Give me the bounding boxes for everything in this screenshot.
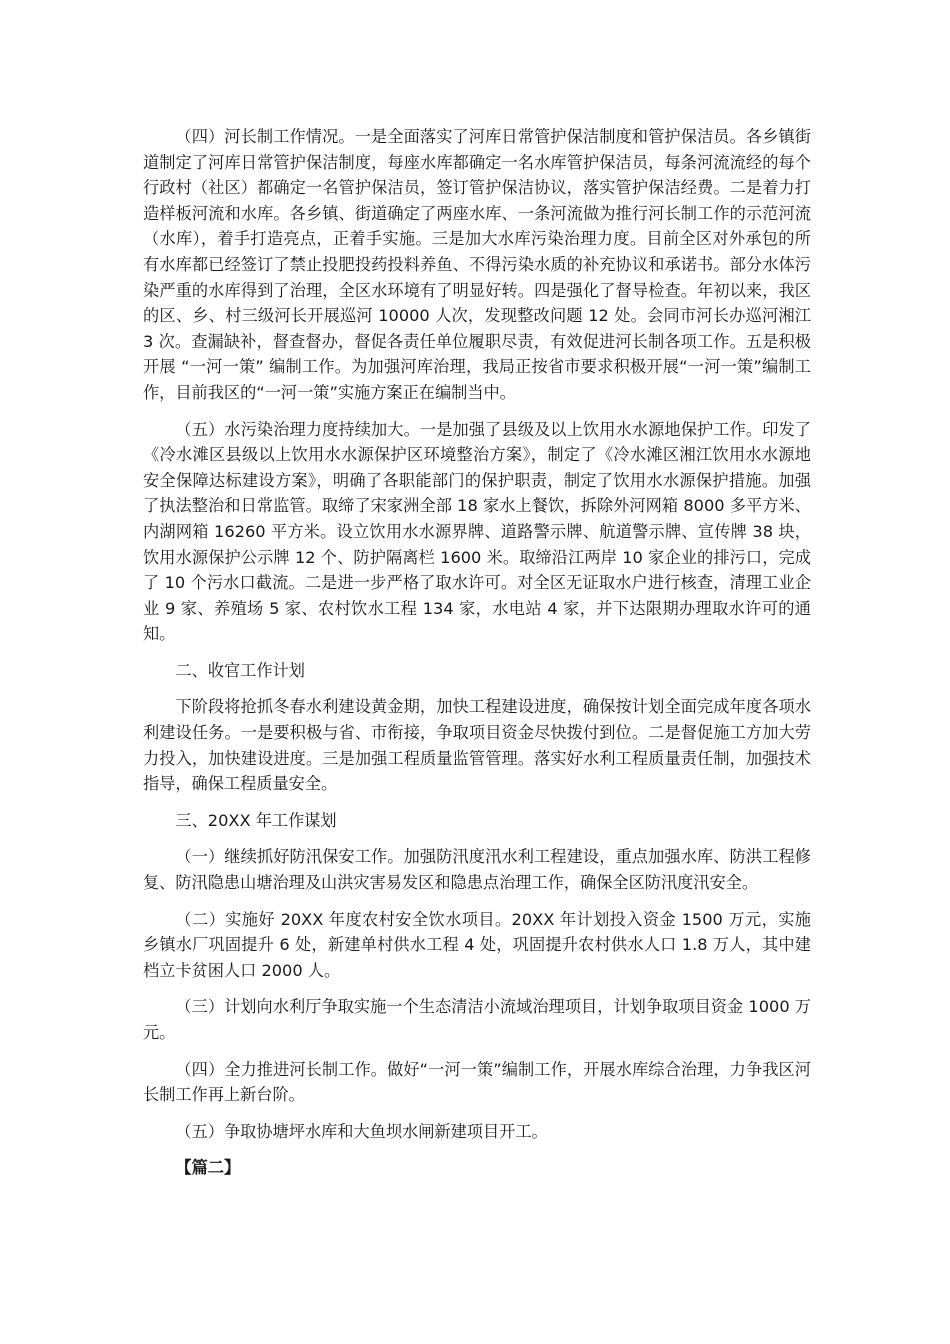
section-title-part-two: 【篇二】 xyxy=(175,1158,241,1178)
paragraph-river-chief-work: （四）河长制工作情况。一是全面落实了河库日常管护保洁制度和管护保洁员。各乡镇街道制定了河库日常管护保洁制度，每座水库都确定一名水库管护保洁员，每条河流流经的每个行政村（社区）都确定一名管护保洁员，签订管护保洁协议，落实管护保洁经费。二是着力打造样板河流和水库。各乡镇、街道确定了两座水库、一条河流做为推行河长制工作的示范河流（水库），着手打造亮点，正着手实施。三是加大水库污染治理力度。目前全区对外承包的所有水库都已经签订了禁止投肥投药投料养鱼、不得污染水质的补充协议和承诺书。部分水体污染严重的水库得到了治理，全区水环境有了明显好转。四是强化了督导检查。年初以来，我区的区、乡、村三级河长开展巡河 10000 人次，发现整改问题 12 处。会同市河长办巡河湘江 3 次。查漏缺补，督查督办，督促各责任单位履职尽责，有效促进河长制各项工作。五是积极开展 “一河一策” 编制工作。为加强河库治理，我局正按省市要求积极开展“一河一策”编制工作，目前我区的“一河一策”实施方案正在编制当中。 xyxy=(143,127,811,402)
paragraph-water-pollution: （五）水污染治理力度持续加大。一是加强了县级及以上饮用水水源地保护工作。印发了《冷水滩区县级以上饮用水水源保护区环境整治方案》，制定了《冷水滩区湘江饮用水水源地安全保障达标建设方案》，明确了各职能部门的保护职责，制定了饮用水水源保护措施。加强了执法整治和日常监管。取缔了宋家洲全部 18 家水上餐饮，拆除外河网箱 8000 多平方米、内湖网箱 16260 平方米。设立饮用水水源界牌、道路警示牌、航道警示牌、宣传牌 38 块，饮用水源保护公示牌 12 个、防护隔离栏 1600 米。取缔沿江两岸 10 家企业的排污口，完成了 10 个污水口截流。二是进一步严格了取水许可。对全区无证取水户进行核查，清理工业企业 9 家、养殖场 5 家、农村饮水工程 134 家，水电站 4 家，并下达限期办理取水许可的通知。 xyxy=(143,419,811,644)
document-page xyxy=(143,124,811,1192)
heading-closing-plan: 二、收官工作计划 xyxy=(175,660,305,680)
paragraph-closing-plan: 下阶段将抢抓冬春水利建设黄金期，加快工程建设进度，确保按计划全面完成年度各项水利建设任务。一是要积极与省、市衔接，争取项目资金尽快拨付到位。二是督促施工方加大劳力投入，加快建设进度。三是加强工程质量监管管理。落实好水利工程质量责任制，加强技术指导，确保工程质量安全。 xyxy=(143,697,811,794)
paragraph-plan-item-4: （四）全力推进河长制工作。做好“一河一策”编制工作，开展水库综合治理，力争我区河长制工作再上新台阶。 xyxy=(143,1059,811,1105)
heading-next-year-plan: 三、20XX 年工作谋划 xyxy=(175,810,337,830)
paragraph-plan-item-5: （五）争取协塘坪水库和大鱼坝水闸新建项目开工。 xyxy=(175,1121,548,1141)
paragraph-plan-item-2: （二）实施好 20XX 年度农村安全饮水项目。20XX 年计划投入资金 1500 万元，实施乡镇水厂巩固提升 6 处，新建单村供水工程 4 处，巩固提升农村供水人口 1.8 万人，其中建档立卡贫困人口 2000 人。 xyxy=(143,909,811,980)
paragraph-plan-item-3: （三）计划向水利厅争取实施一个生态清洁小流域治理项目，计划争取项目资金 1000 万元。 xyxy=(143,997,811,1042)
paragraph-plan-item-1: （一）继续抓好防汛保安工作。加强防汛度汛水利工程建设，重点加强水库、防洪工程修复、防汛隐患山塘治理及山洪灾害易发区和隐患点治理工作，确保全区防汛度汛安全。 xyxy=(143,847,811,893)
